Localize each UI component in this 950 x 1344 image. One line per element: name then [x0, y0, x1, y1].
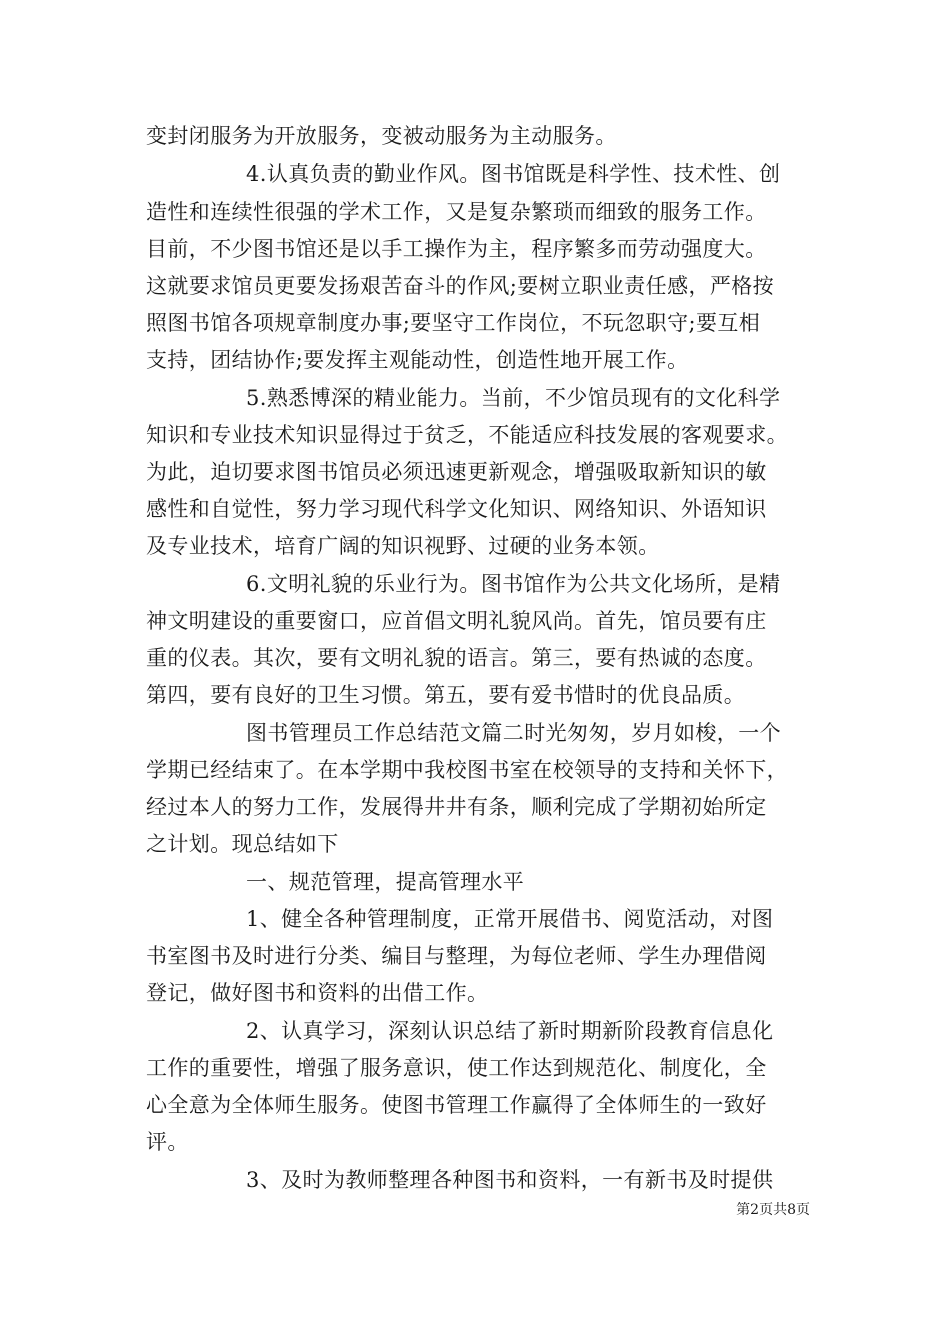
text-line-24: 登记，做好图书和资料的出借工作。 — [146, 981, 489, 1005]
text-line-22: 1、健全各种管理制度，正常开展借书、阅览活动，对图 — [246, 907, 774, 931]
text-line-9: 知识和专业技术知识显得过于贫乏，不能适应科技发展的客观要求。 — [146, 423, 788, 447]
text-line-8: 5.熟悉博深的精业能力。当前，不少馆员现有的文化科学 — [246, 386, 781, 410]
text-line-23: 书室图书及时进行分类、编目与整理，为每位老师、学生办理借阅 — [146, 944, 767, 968]
text-line-4: 目前，不少图书馆还是以手工操作为主，程序繁多而劳动强度大。 — [146, 237, 767, 261]
text-line-25: 2、认真学习，深刻认识总结了新时期新阶段教育信息化 — [246, 1019, 774, 1043]
text-line-16: 第四，要有良好的卫生习惯。第五，要有爱书惜时的优良品质。 — [146, 683, 746, 707]
text-line-19: 经过本人的努力工作，发展得井井有条，顺利完成了学期初始所定 — [146, 795, 767, 819]
text-line-12: 及专业技术，培育广阔的知识视野、过硬的业务本领。 — [146, 534, 660, 558]
text-line-1: 变封闭服务为开放服务，变被动服务为主动服务。 — [146, 124, 617, 148]
text-line-2: 4.认真负责的勤业作风。图书馆既是科学性、技术性、创 — [246, 162, 781, 186]
text-line-17: 图书管理员工作总结范文篇二时光匆匆，岁月如梭，一个 — [246, 721, 781, 745]
text-line-18: 学期已经结束了。在本学期中我校图书室在校领导的支持和关怀下， — [146, 758, 788, 782]
text-line-26: 工作的重要性，增强了服务意识，使工作达到规范化、制度化，全 — [146, 1056, 767, 1080]
text-line-13: 6.文明礼貌的乐业行为。图书馆作为公共文化场所，是精 — [246, 572, 781, 596]
text-line-5: 这就要求馆员更要发扬艰苦奋斗的作风;要树立职业责任感，严格按 — [146, 274, 775, 298]
text-line-28: 评。 — [146, 1130, 189, 1154]
text-line-3: 造性和连续性很强的学术工作，又是复杂繁琐而细致的服务工作。 — [146, 200, 767, 224]
section-heading: 一、规范管理，提高管理水平 — [246, 870, 525, 894]
text-line-10: 为此，迫切要求图书馆员必须迅速更新观念，增强吸取新知识的敏 — [146, 460, 767, 484]
text-line-27: 心全意为全体师生服务。使图书管理工作赢得了全体师生的一致好 — [146, 1093, 767, 1117]
text-line-11: 感性和自觉性，努力学习现代科学文化知识、网络知识、外语知识 — [146, 497, 767, 521]
text-line-7: 支持，团结协作;要发挥主观能动性，创造性地开展工作。 — [146, 348, 689, 372]
text-line-6: 照图书馆各项规章制度办事;要坚守工作岗位，不玩忽职守;要互相 — [146, 311, 761, 335]
page-number-footer: 第2页共8页 — [736, 1202, 810, 1218]
text-line-15: 重的仪表。其次，要有文明礼貌的语言。第三，要有热诚的态度。 — [146, 646, 767, 670]
text-line-20: 之计划。现总结如下 — [146, 832, 339, 856]
text-line-14: 神文明建设的重要窗口，应首倡文明礼貌风尚。首先，馆员要有庄 — [146, 609, 767, 633]
text-line-29: 3、及时为教师整理各种图书和资料，一有新书及时提供 — [246, 1168, 774, 1192]
